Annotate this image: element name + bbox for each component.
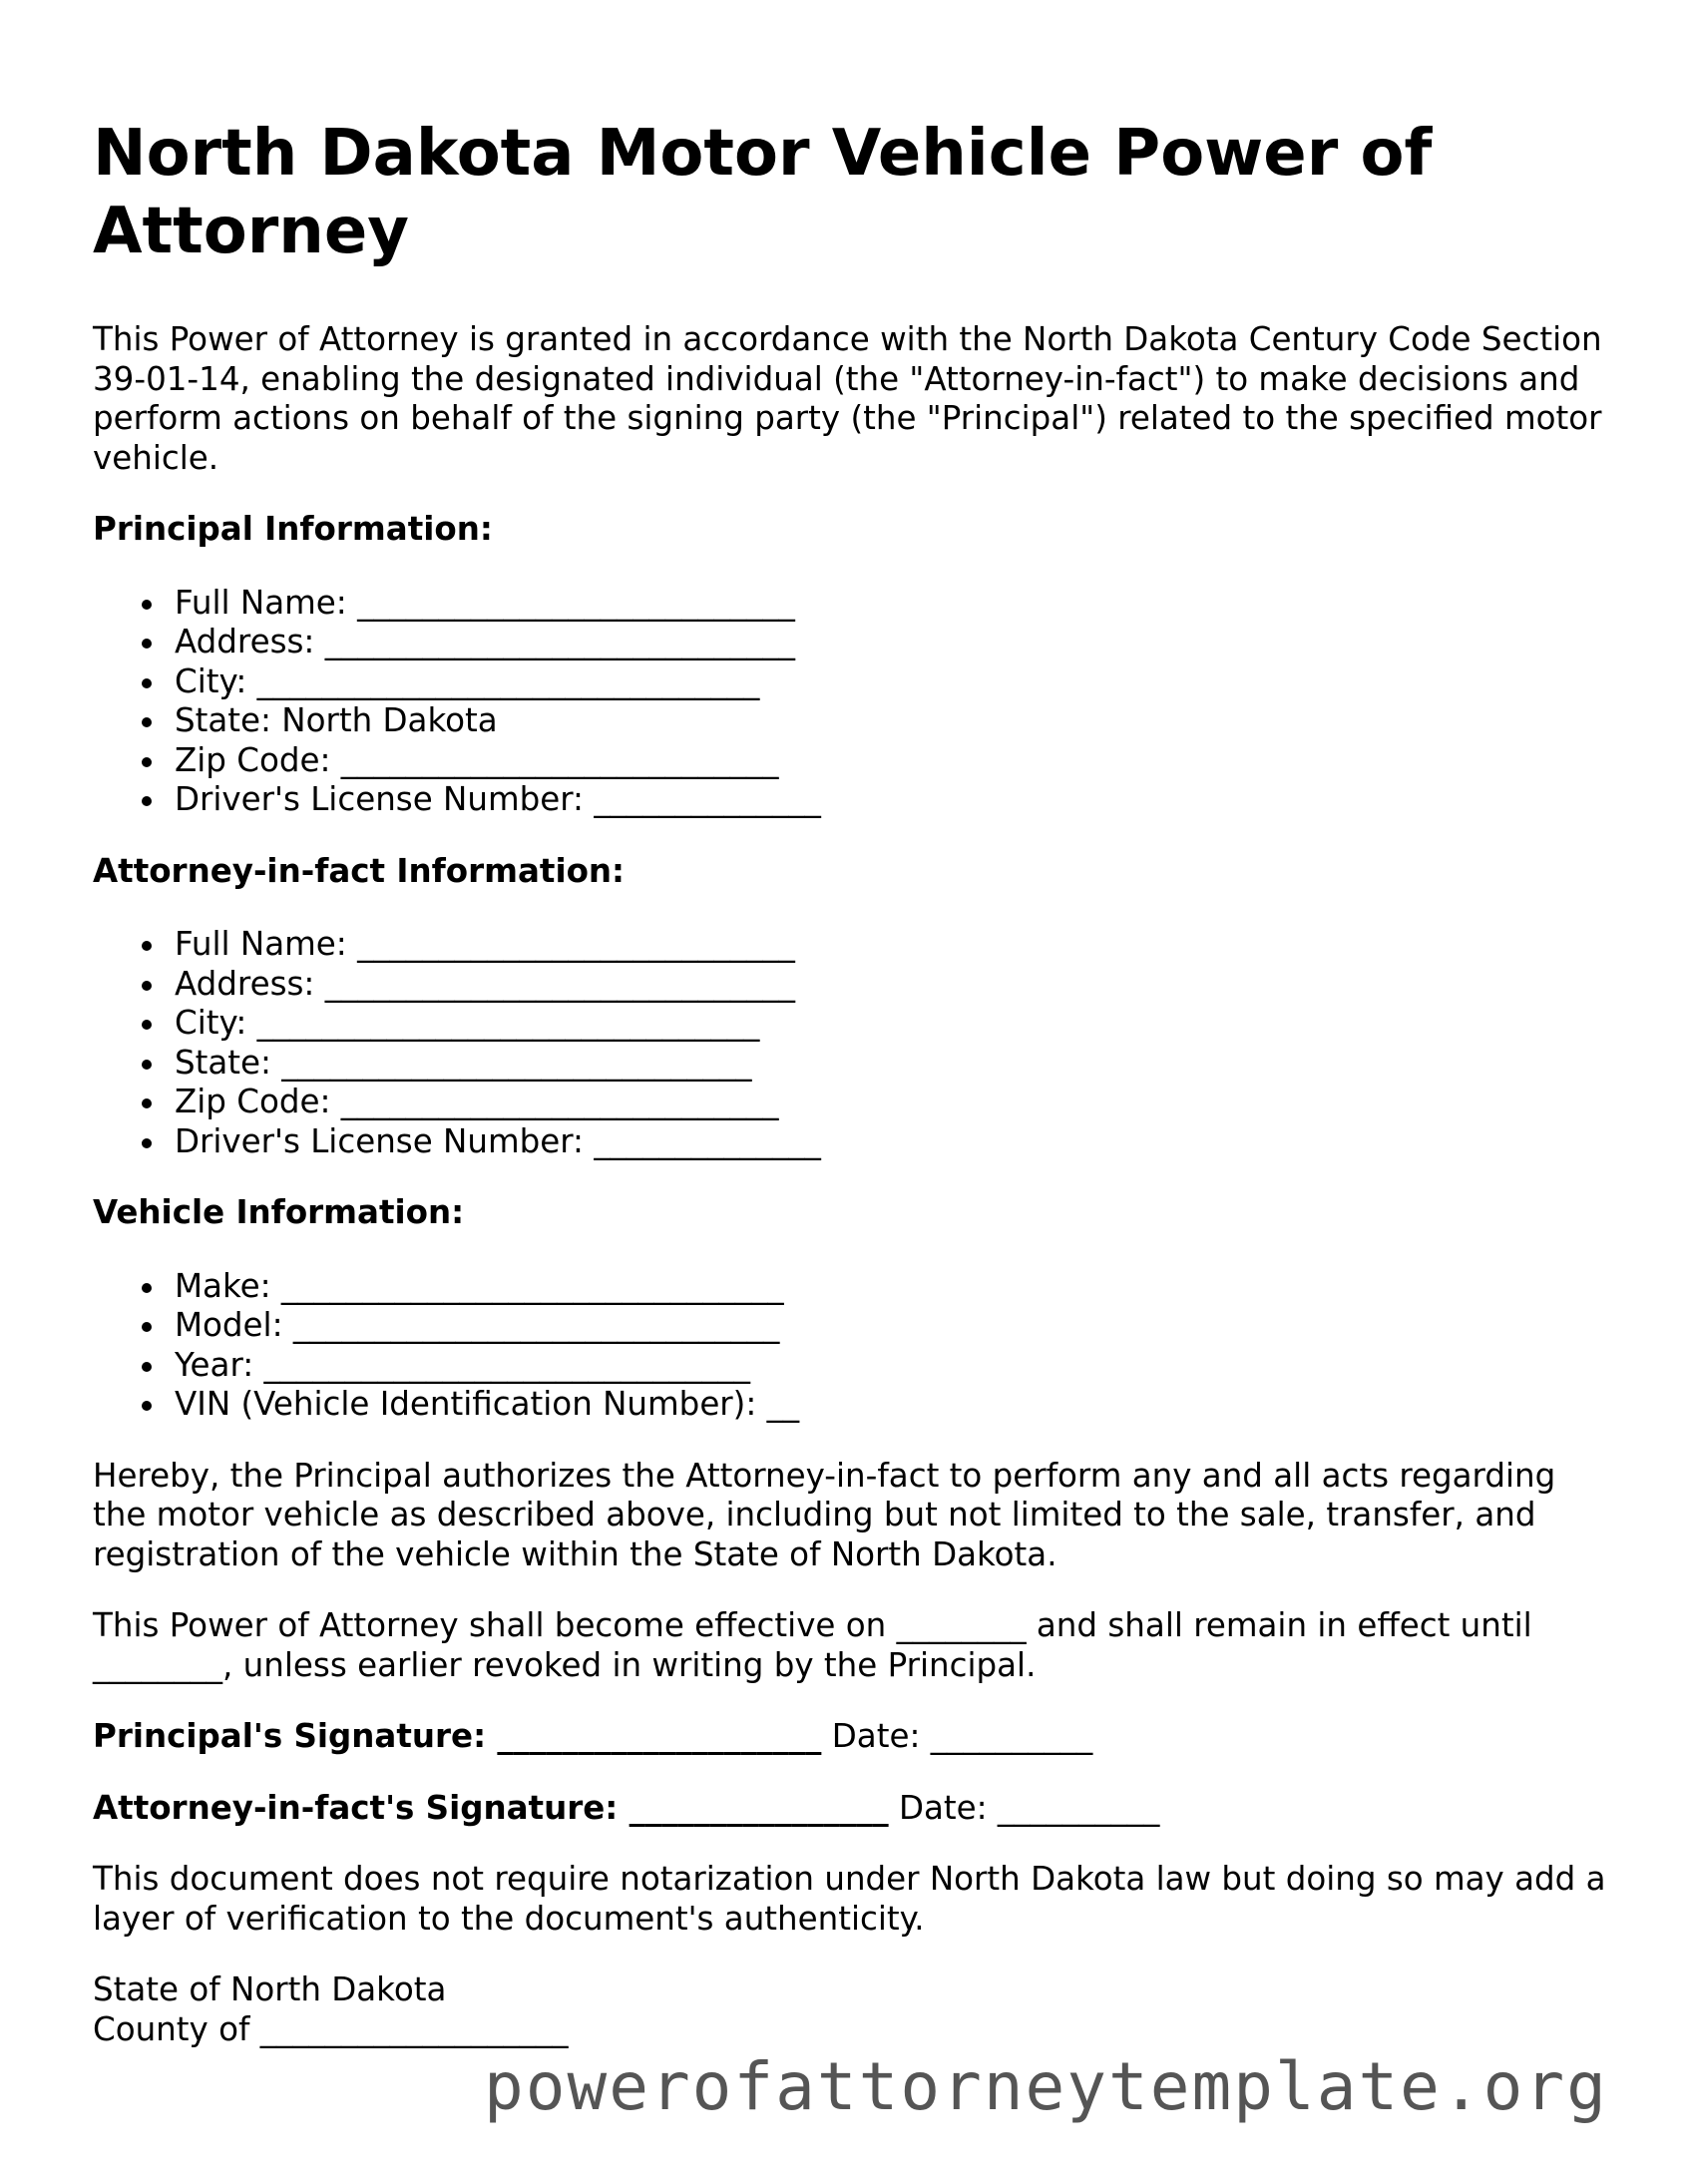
- vehicle-vin-field: VIN (Vehicle Identification Number): __: [175, 1385, 1609, 1425]
- attorney-full-name-field: Full Name: ___________________________: [175, 925, 1609, 965]
- attorney-state-field: State: _____________________________: [175, 1044, 1609, 1084]
- authorization-paragraph: Hereby, the Principal authorizes the Attorney-in-fact to perform any and all acts regarding the motor vehicle as described above, including but not limited to the sale, transfer, and registration of the vehicle within the State of North Dakota.: [93, 1456, 1556, 1573]
- principal-signature-label: Principal's Signature: ____________________: [93, 1717, 822, 1755]
- principal-address-field: Address: _____________________________: [175, 623, 1609, 662]
- vehicle-make-field: Make: _______________________________: [175, 1267, 1609, 1307]
- venue-block: [93, 1970, 1609, 2049]
- attorney-address-field: Address: _____________________________: [175, 965, 1609, 1005]
- attorney-heading: Attorney-in-fact Information:: [93, 851, 626, 890]
- principal-license-field: Driver's License Number: ______________: [175, 780, 1609, 820]
- site-watermark: powerofattorneytemplate.org: [484, 2048, 1608, 2125]
- vehicle-model-field: Model: ______________________________: [175, 1306, 1609, 1346]
- vehicle-year-field: Year: ______________________________: [175, 1346, 1609, 1386]
- attorney-signature-line: [93, 1789, 1609, 1829]
- principal-signature-date: Date: __________: [831, 1717, 1093, 1755]
- principal-heading: Principal Information:: [93, 510, 493, 548]
- attorney-zip-field: Zip Code: ___________________________: [175, 1083, 1609, 1122]
- principal-full-name-field: Full Name: ___________________________: [175, 584, 1609, 624]
- intro-paragraph: This Power of Attorney is granted in accordance with the North Dakota Century Code Section 39-01-14, enabling the designated individual (the "Attorney-in-fact") to make decisions and perform actions on behalf of the signing party (the "Principal") related to the specified motor vehicle.: [93, 320, 1602, 477]
- venue-county: County of ___________________: [93, 2009, 569, 2048]
- principal-zip-field: Zip Code: ___________________________: [175, 741, 1609, 781]
- attorney-signature-label: Attorney-in-fact's Signature: ________________: [93, 1788, 889, 1827]
- vehicle-heading: Vehicle Information:: [93, 1193, 465, 1231]
- principal-signature-line: [93, 1717, 1609, 1757]
- principal-city-field: City: _______________________________: [175, 662, 1609, 702]
- notarization-paragraph: This document does not require notarization under North Dakota law but doing so may add a layer of verification to the document's authenticity.: [93, 1860, 1606, 1938]
- principal-state-field: State: North Dakota: [175, 701, 1609, 741]
- effective-period-paragraph: [93, 1606, 1609, 1685]
- document-title: North Dakota Motor Vehicle Power of Attorney: [93, 117, 1433, 268]
- effective-line-2: ________, unless earlier revoked in writing by the Principal.: [93, 1645, 1037, 1684]
- attorney-license-field: Driver's License Number: ______________: [175, 1122, 1609, 1162]
- principal-fields-list: [93, 584, 1609, 820]
- document-page: [93, 115, 1609, 2081]
- attorney-fields-list: [93, 925, 1609, 1161]
- venue-state: State of North Dakota: [93, 1970, 447, 2008]
- effective-line-1: This Power of Attorney shall become effective on ________ and shall remain in effect until: [93, 1606, 1532, 1644]
- attorney-signature-date: Date: __________: [898, 1788, 1160, 1827]
- vehicle-fields-list: [93, 1267, 1609, 1425]
- attorney-city-field: City: _______________________________: [175, 1004, 1609, 1044]
